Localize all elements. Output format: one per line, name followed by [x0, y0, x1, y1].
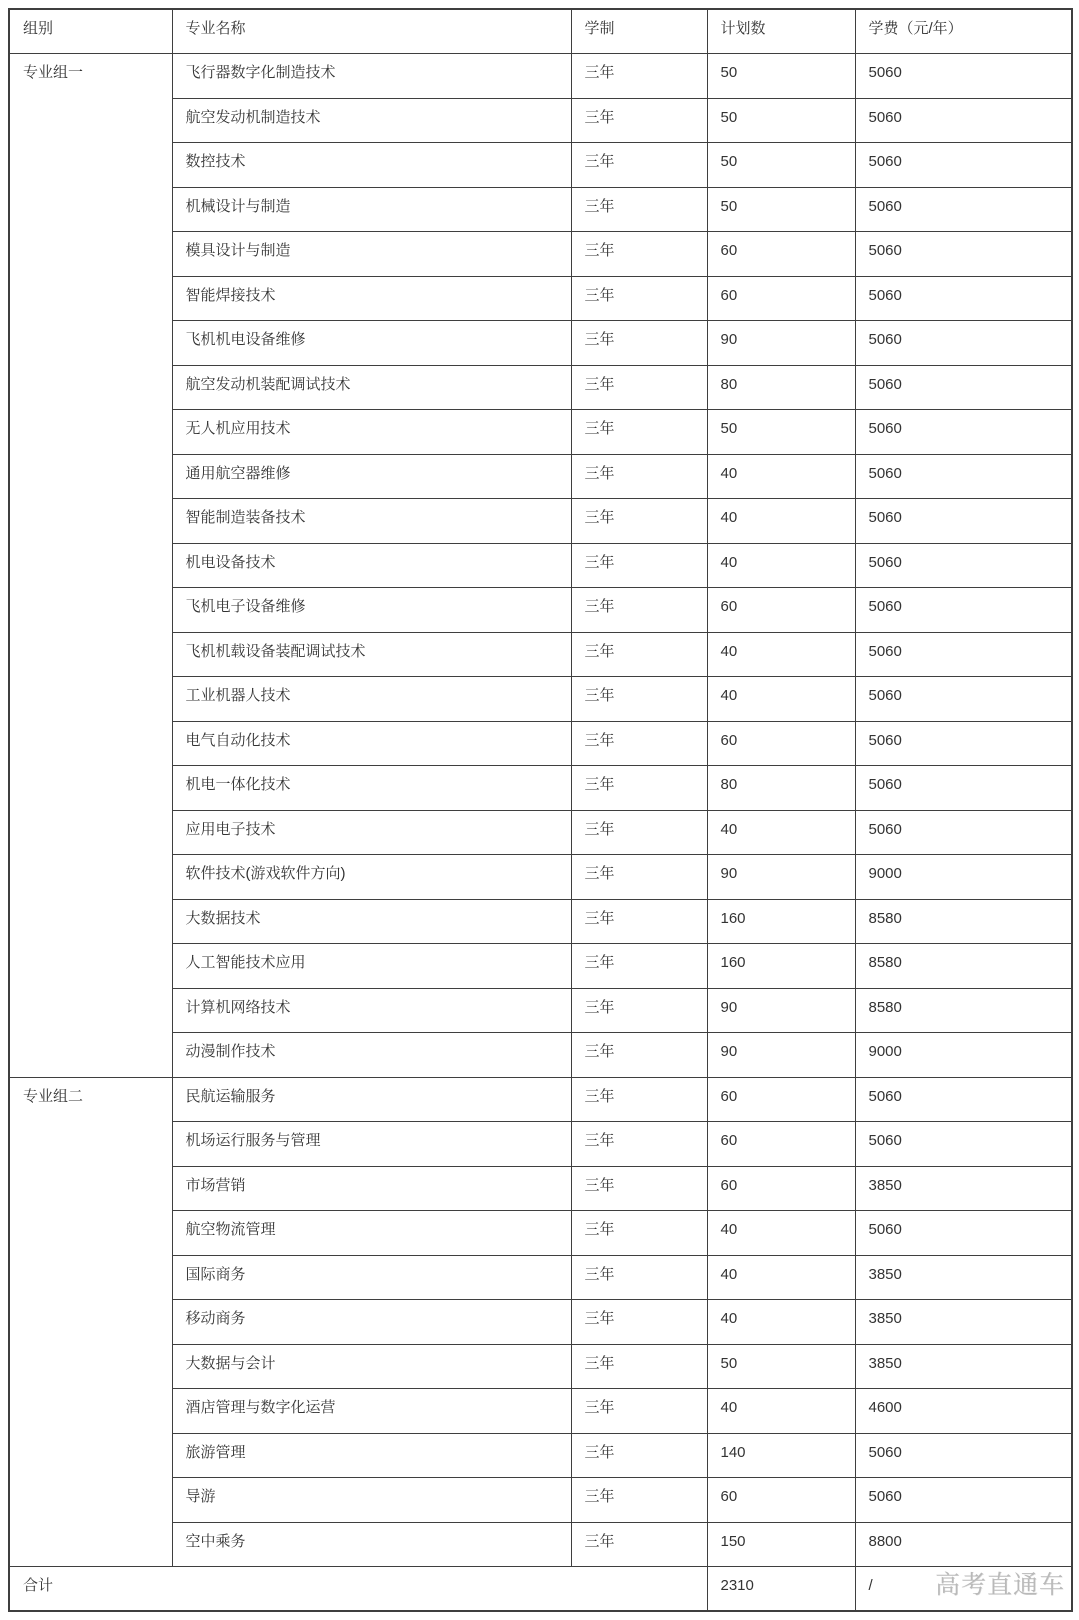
plan-count-cell: 40: [707, 454, 855, 499]
duration-cell: 三年: [571, 1211, 707, 1256]
major-cell: 飞机电子设备维修: [172, 588, 571, 633]
plan-count-cell: 50: [707, 187, 855, 232]
header-row: [9, 9, 1072, 54]
major-cell: 移动商务: [172, 1300, 571, 1345]
total-tuition-value: /: [868, 1577, 873, 1594]
plan-count-cell: 60: [707, 1166, 855, 1211]
duration-cell: 三年: [571, 1033, 707, 1078]
plan-count-cell: 160: [707, 899, 855, 944]
tuition-cell: 8580: [855, 944, 1072, 989]
tuition-cell: 5060: [855, 1478, 1072, 1523]
duration-cell: 三年: [571, 410, 707, 455]
duration-cell: 三年: [571, 54, 707, 99]
major-cell: 航空物流管理: [172, 1211, 571, 1256]
tuition-cell: 5060: [855, 632, 1072, 677]
major-cell: 计算机网络技术: [172, 988, 571, 1033]
major-cell: 国际商务: [172, 1255, 571, 1300]
duration-cell: 三年: [571, 1166, 707, 1211]
tuition-cell: 3850: [855, 1255, 1072, 1300]
duration-cell: 三年: [571, 944, 707, 989]
duration-cell: 三年: [571, 677, 707, 722]
tuition-cell: 5060: [855, 410, 1072, 455]
watermark-text: 高考直通车: [934, 1571, 1065, 1599]
duration-cell: 三年: [571, 143, 707, 188]
tuition-cell: 8800: [855, 1522, 1072, 1567]
plan-count-cell: 40: [707, 499, 855, 544]
plan-count-cell: 90: [707, 321, 855, 366]
table-footer: [9, 1567, 1072, 1612]
major-cell: 智能焊接技术: [172, 276, 571, 321]
major-cell: 电气自动化技术: [172, 721, 571, 766]
tuition-cell: 5060: [855, 1122, 1072, 1167]
duration-cell: 三年: [571, 543, 707, 588]
duration-cell: 三年: [571, 766, 707, 811]
tuition-cell: 5060: [855, 810, 1072, 855]
duration-cell: 三年: [571, 1077, 707, 1122]
tuition-cell: 5060: [855, 365, 1072, 410]
duration-cell: 三年: [571, 232, 707, 277]
duration-cell: 三年: [571, 1300, 707, 1345]
plan-count-cell: 40: [707, 632, 855, 677]
plan-count-cell: 40: [707, 1211, 855, 1256]
tuition-cell: 5060: [855, 766, 1072, 811]
plan-count-cell: 60: [707, 1077, 855, 1122]
major-cell: 民航运输服务: [172, 1077, 571, 1122]
major-cell: 大数据技术: [172, 899, 571, 944]
tuition-cell: 5060: [855, 543, 1072, 588]
duration-cell: 三年: [571, 321, 707, 366]
tuition-cell: 5060: [855, 454, 1072, 499]
duration-cell: 三年: [571, 855, 707, 900]
duration-cell: 三年: [571, 365, 707, 410]
plan-count-cell: 60: [707, 1478, 855, 1523]
major-cell: 航空发动机制造技术: [172, 98, 571, 143]
major-cell: 大数据与会计: [172, 1344, 571, 1389]
tuition-cell: 5060: [855, 677, 1072, 722]
duration-cell: 三年: [571, 1344, 707, 1389]
header-tuition: 学费（元/年）: [855, 9, 1072, 54]
plan-count-cell: 40: [707, 677, 855, 722]
major-cell: 旅游管理: [172, 1433, 571, 1478]
table-header: [9, 9, 1072, 54]
tuition-cell: 4600: [855, 1389, 1072, 1434]
tuition-cell: 5060: [855, 1077, 1072, 1122]
plan-count-cell: 90: [707, 1033, 855, 1078]
major-cell: 人工智能技术应用: [172, 944, 571, 989]
plan-count-cell: 50: [707, 1344, 855, 1389]
duration-cell: 三年: [571, 988, 707, 1033]
major-cell: 机电设备技术: [172, 543, 571, 588]
major-cell: 动漫制作技术: [172, 1033, 571, 1078]
tuition-cell: 5060: [855, 276, 1072, 321]
duration-cell: 三年: [571, 810, 707, 855]
duration-cell: 三年: [571, 899, 707, 944]
duration-cell: 三年: [571, 1122, 707, 1167]
plan-count-cell: 140: [707, 1433, 855, 1478]
plan-count-cell: 80: [707, 365, 855, 410]
tuition-cell: 5060: [855, 187, 1072, 232]
plan-count-cell: 150: [707, 1522, 855, 1567]
tuition-cell: 5060: [855, 321, 1072, 366]
duration-cell: 三年: [571, 721, 707, 766]
plan-count-cell: 40: [707, 1389, 855, 1434]
tuition-cell: 5060: [855, 721, 1072, 766]
tuition-cell: 5060: [855, 232, 1072, 277]
major-cell: 飞机机电设备维修: [172, 321, 571, 366]
plan-count-cell: 60: [707, 276, 855, 321]
major-cell: 智能制造装备技术: [172, 499, 571, 544]
tuition-cell: 8580: [855, 988, 1072, 1033]
total-plan-cell: 2310: [707, 1567, 855, 1612]
table-row: [9, 54, 1072, 99]
header-duration: 学制: [571, 9, 707, 54]
table-row: [9, 1077, 1072, 1122]
major-cell: 无人机应用技术: [172, 410, 571, 455]
duration-cell: 三年: [571, 499, 707, 544]
plan-count-cell: 60: [707, 721, 855, 766]
tuition-cell: 5060: [855, 588, 1072, 633]
tuition-cell: 5060: [855, 143, 1072, 188]
major-cell: 软件技术(游戏软件方向): [172, 855, 571, 900]
major-cell: 工业机器人技术: [172, 677, 571, 722]
plan-count-cell: 60: [707, 1122, 855, 1167]
major-cell: 空中乘务: [172, 1522, 571, 1567]
admission-plan-table: [8, 8, 1073, 1612]
major-cell: 机械设计与制造: [172, 187, 571, 232]
tuition-cell: 3850: [855, 1344, 1072, 1389]
tuition-cell: 5060: [855, 1211, 1072, 1256]
plan-count-cell: 60: [707, 588, 855, 633]
plan-count-cell: 60: [707, 232, 855, 277]
major-cell: 机电一体化技术: [172, 766, 571, 811]
plan-count-cell: 40: [707, 810, 855, 855]
plan-count-cell: 80: [707, 766, 855, 811]
duration-cell: 三年: [571, 454, 707, 499]
tuition-cell: 3850: [855, 1166, 1072, 1211]
duration-cell: 三年: [571, 187, 707, 232]
plan-count-cell: 50: [707, 410, 855, 455]
plan-count-cell: 160: [707, 944, 855, 989]
tuition-cell: 9000: [855, 855, 1072, 900]
plan-count-cell: 90: [707, 855, 855, 900]
duration-cell: 三年: [571, 1433, 707, 1478]
major-cell: 通用航空器维修: [172, 454, 571, 499]
major-cell: 航空发动机装配调试技术: [172, 365, 571, 410]
group-label-2: 专业组二: [9, 1077, 172, 1567]
duration-cell: 三年: [571, 1522, 707, 1567]
duration-cell: 三年: [571, 632, 707, 677]
plan-count-cell: 50: [707, 98, 855, 143]
tuition-cell: 3850: [855, 1300, 1072, 1345]
plan-count-cell: 90: [707, 988, 855, 1033]
major-cell: 酒店管理与数字化运营: [172, 1389, 571, 1434]
tuition-cell: 8580: [855, 899, 1072, 944]
duration-cell: 三年: [571, 1255, 707, 1300]
header-group: 组别: [9, 9, 172, 54]
tuition-cell: 5060: [855, 1433, 1072, 1478]
plan-count-cell: 50: [707, 54, 855, 99]
duration-cell: 三年: [571, 1389, 707, 1434]
major-cell: 机场运行服务与管理: [172, 1122, 571, 1167]
tuition-cell: 5060: [855, 98, 1072, 143]
major-cell: 应用电子技术: [172, 810, 571, 855]
plan-count-cell: 50: [707, 143, 855, 188]
tuition-cell: 5060: [855, 54, 1072, 99]
plan-count-cell: 40: [707, 1300, 855, 1345]
major-cell: 导游: [172, 1478, 571, 1523]
major-cell: 飞行器数字化制造技术: [172, 54, 571, 99]
total-tuition-cell: [855, 1567, 1072, 1612]
major-cell: 模具设计与制造: [172, 232, 571, 277]
header-plan-count: 计划数: [707, 9, 855, 54]
major-cell: 市场营销: [172, 1166, 571, 1211]
duration-cell: 三年: [571, 1478, 707, 1523]
plan-count-cell: 40: [707, 543, 855, 588]
total-row: [9, 1567, 1072, 1612]
major-cell: 数控技术: [172, 143, 571, 188]
header-major: 专业名称: [172, 9, 571, 54]
duration-cell: 三年: [571, 276, 707, 321]
duration-cell: 三年: [571, 98, 707, 143]
major-cell: 飞机机载设备装配调试技术: [172, 632, 571, 677]
total-label-cell: 合计: [9, 1567, 707, 1612]
tuition-cell: 5060: [855, 499, 1072, 544]
plan-count-cell: 40: [707, 1255, 855, 1300]
table-body: [9, 54, 1072, 1567]
tuition-cell: 9000: [855, 1033, 1072, 1078]
group-label-1: 专业组一: [9, 54, 172, 1078]
duration-cell: 三年: [571, 588, 707, 633]
